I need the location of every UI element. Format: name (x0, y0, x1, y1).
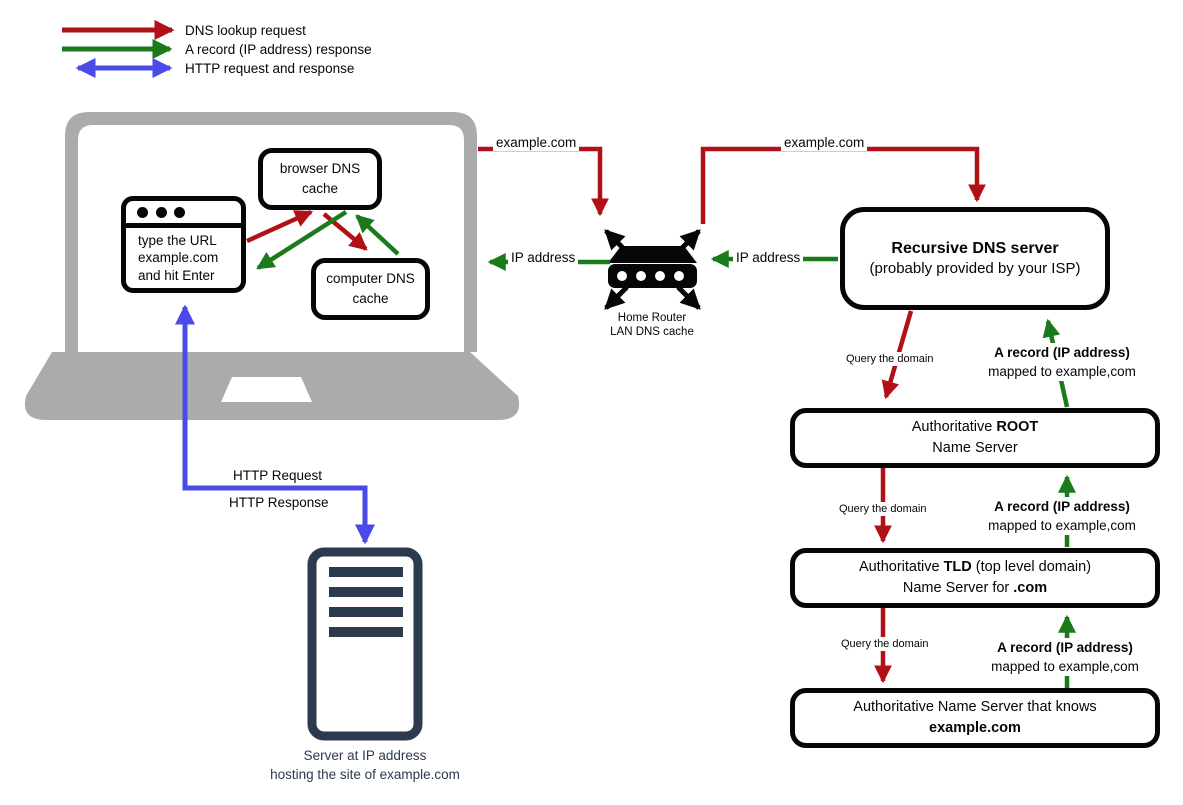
url-line-2: example.com (138, 250, 219, 266)
dns-request-laptop-to-router (478, 149, 600, 214)
edge-label-http-response: HTTP Response (229, 495, 329, 510)
web-server-icon (312, 552, 418, 736)
recursive-dns-subtitle: (probably provided by your ISP) (869, 260, 1081, 277)
a-record-1-line1: A record (IP address) (994, 345, 1130, 360)
root-line1-bold: ROOT (996, 419, 1039, 435)
edge-label-example-com-1: example.com (493, 134, 579, 151)
url-line-1: type the URL (138, 232, 217, 248)
window-dot-2 (156, 207, 167, 218)
edge-label-ip-address-1: IP address (508, 249, 578, 266)
router-arrow-up-left (606, 231, 627, 252)
computer-dns-cache-box (311, 258, 430, 320)
legend-arrows (62, 30, 172, 68)
authoritative-line2: example.com (929, 720, 1021, 736)
edge-label-query-2: Query the domain (836, 502, 929, 516)
home-router-caption-line2: LAN DNS cache (610, 326, 694, 338)
edge-label-query-3: Query the domain (838, 637, 931, 651)
web-server-caption (245, 746, 485, 784)
edge-label-a-record-2 (974, 497, 1150, 535)
a-record-3-line1: A record (IP address) (997, 640, 1133, 655)
a-record-2-line2: mapped to example,com (988, 518, 1136, 533)
browser-dns-cache-box (258, 148, 382, 210)
edge-label-query-1: Query the domain (843, 352, 936, 366)
root-name-server-box (790, 408, 1160, 468)
edge-label-a-record-3 (977, 638, 1153, 676)
tld-line1-normal: Authoritative (858, 559, 944, 575)
recursive-dns-title: Recursive DNS server (891, 240, 1059, 257)
edge-label-http-request: HTTP Request (233, 468, 323, 483)
computer-dns-cache-label: computer DNS cache (326, 271, 415, 306)
router-arrow-up-right (678, 231, 699, 252)
tld-line2-normal: Name Server for (902, 580, 1014, 596)
browser-dns-cache-label: browser DNS cache (279, 161, 361, 196)
legend-label-http: HTTP request and response (185, 61, 355, 76)
a-record-3-line2: mapped to example,com (991, 659, 1139, 674)
browser-window-titlebar (126, 201, 241, 228)
home-router-icon (606, 231, 699, 308)
tld-name-server-box (790, 548, 1160, 608)
root-line1-normal: Authoritative (911, 419, 997, 435)
root-line2: Name Server (932, 440, 1018, 456)
browser-window-box (121, 196, 246, 293)
legend-label-a-record: A record (IP address) response (185, 42, 372, 57)
router-arrow-down-left (606, 287, 627, 308)
tld-line2 (903, 578, 1047, 599)
trackpad-notch (221, 377, 312, 402)
web-server-caption-line2: hosting the site of example.com (270, 767, 460, 782)
recursive-dns-server-box (840, 207, 1110, 310)
a-record-2-line1: A record (IP address) (994, 499, 1130, 514)
window-dot-1 (137, 207, 148, 218)
home-router-caption-line1: Home Router (617, 312, 687, 324)
web-server-caption-line1: Server at IP address (303, 748, 427, 763)
legend-label-dns-request: DNS lookup request (185, 23, 306, 38)
root-line1 (912, 417, 1039, 438)
tld-line2-bold: .com (1013, 580, 1048, 596)
home-router-caption (592, 311, 712, 339)
window-dot-3 (174, 207, 185, 218)
edge-label-ip-address-2: IP address (733, 249, 803, 266)
router-arrow-down-right (678, 287, 699, 308)
a-record-1-line2: mapped to example,com (988, 364, 1136, 379)
tld-line1-bold: TLD (943, 559, 972, 575)
edge-label-a-record-1 (974, 343, 1150, 381)
tld-line1-suffix: (top level domain) (971, 559, 1092, 575)
browser-window-text (126, 228, 241, 288)
authoritative-line1: Authoritative Name Server that knows (853, 699, 1097, 715)
edge-label-example-com-2: example.com (781, 134, 867, 151)
url-line-3: and hit Enter (138, 267, 215, 283)
authoritative-name-server-box (790, 688, 1160, 748)
tld-line1 (859, 557, 1091, 578)
